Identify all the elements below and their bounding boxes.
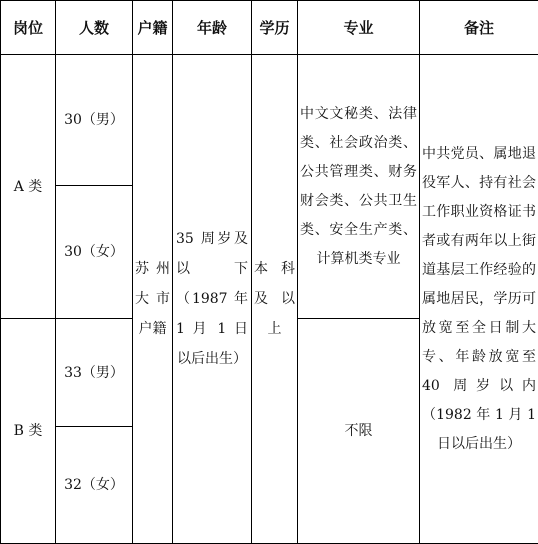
header-position: 岗位 [1,1,56,55]
count-b-female [56,427,133,544]
major-b-cell [298,319,420,544]
position-a-label [1,55,56,319]
header-row [1,1,538,55]
major-a-cell [298,55,420,319]
age-text: 35 周岁及以下（1987 年 1 月 1 日以后出生） [173,224,251,374]
count-b-male-text: 33（男） [56,358,132,388]
age-cell [173,55,252,544]
remarks-text: 中共党员、属地退役军人、持有社会工作职业资格证书者或有两年以上街道基层工作经验的属地居民，学历可放宽至全日制大专、年龄放宽至 40 周岁以内（1982 年 1 月 1 日以后出生） [420,140,538,459]
header-count: 人数 [56,1,133,55]
position-b-label [1,319,56,544]
major-a-text: 中文文秘类、法律类、社会政治类、公共管理类、财务财会类、公共卫生类、安全生产类、计算机类专业 [298,100,419,274]
count-b-male [56,319,133,427]
header-major: 专业 [298,1,420,55]
count-a-male-text: 30（男） [56,105,132,135]
major-b-text: 不限 [298,416,419,446]
position-b-text: B 类 [1,416,55,446]
position-a-text: A 类 [1,172,55,202]
count-a-female [56,186,133,319]
header-hukou: 户籍 [133,1,173,55]
count-b-female-text: 32（女） [56,470,132,500]
count-a-female-text: 30（女） [56,237,132,267]
remarks-cell [420,55,538,544]
hukou-cell [133,55,173,544]
education-cell [252,55,298,544]
hukou-text: 苏州大市户籍 [133,254,172,344]
education-text: 本科及以上 [252,254,297,344]
header-remarks: 备注 [420,1,538,55]
header-age: 年龄 [173,1,252,55]
table-row [1,55,538,186]
header-education: 学历 [252,1,298,55]
count-a-male [56,55,133,186]
